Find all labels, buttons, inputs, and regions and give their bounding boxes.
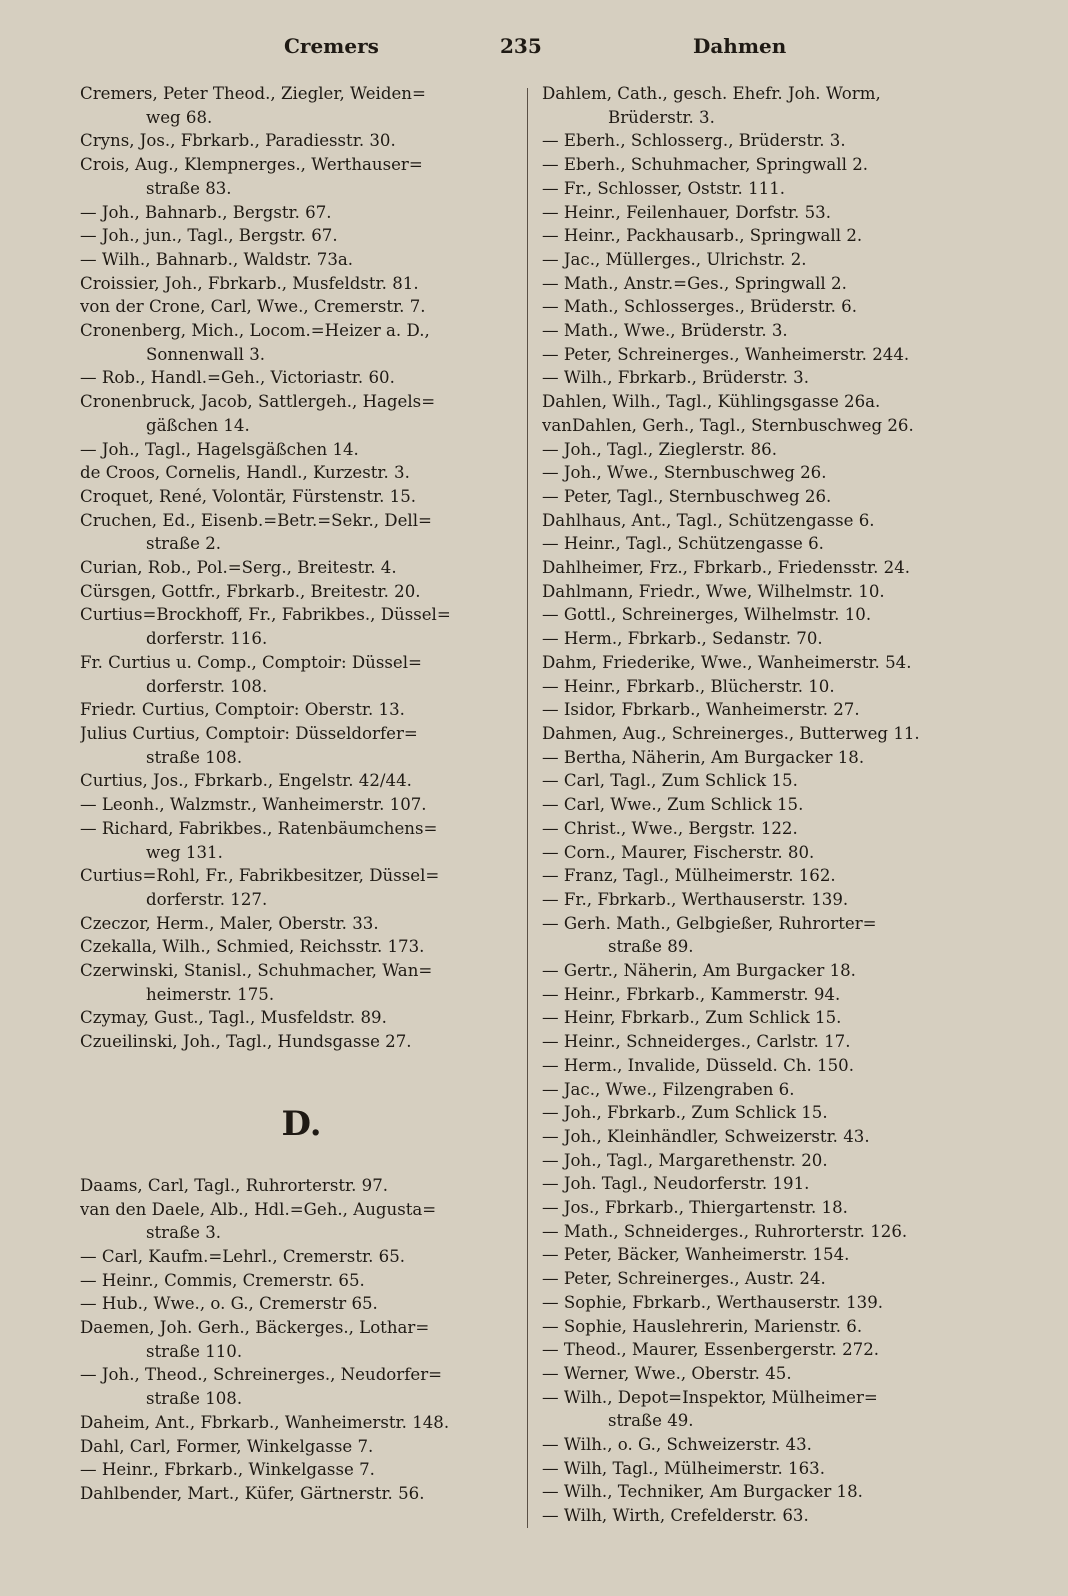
entry-line: Curtius, Jos., Fbrkarb., Engelstr. 42/44. <box>80 771 412 791</box>
entry-continuation: straße 89. <box>608 937 694 957</box>
entry-continuation: straße 3. <box>146 1223 222 1243</box>
directory-entry <box>542 1315 984 1339</box>
entry-line: — Richard, Fabrikbes., Ratenbäumchens= <box>80 818 438 838</box>
entry-continuation: heimerstr. 175. <box>146 984 275 1004</box>
entry-line: de Croos, Cornelis, Handl., Kurzestr. 3. <box>80 463 410 483</box>
directory-entry <box>80 817 523 864</box>
left-entries-d <box>80 1174 523 1506</box>
directory-entry <box>80 1006 523 1030</box>
directory-entry <box>542 1386 984 1433</box>
directory-entry <box>80 319 523 366</box>
entry-line: — Sophie, Hauslehrerin, Marienstr. 6. <box>542 1316 863 1336</box>
directory-entry <box>80 1245 523 1269</box>
entry-continuation: weg 131. <box>146 842 223 862</box>
entry-line: Daams, Carl, Tagl., Ruhrorterstr. 97. <box>80 1175 389 1195</box>
directory-entry <box>542 1433 984 1457</box>
entry-line: Dahlmann, Friedr., Wwe, Wilhelmstr. 10. <box>542 581 885 601</box>
entry-line: vanDahlen, Gerh., Tagl., Sternbuschweg 26. <box>542 415 914 435</box>
directory-entry <box>542 82 984 129</box>
entry-line: von der Crone, Carl, Wwe., Cremerstr. 7. <box>80 297 426 317</box>
directory-entry <box>542 698 984 722</box>
entry-line: Cürsgen, Gottfr., Fbrkarb., Breitestr. 20. <box>80 581 421 601</box>
directory-entry <box>542 769 984 793</box>
running-head-left: Cremers <box>284 34 379 58</box>
directory-entry <box>542 390 984 414</box>
directory-entry <box>80 1482 523 1506</box>
directory-entry <box>80 1458 523 1482</box>
entry-line: — Peter, Schreinerges., Austr. 24. <box>542 1269 826 1289</box>
directory-entry <box>542 864 984 888</box>
entry-line: — Isidor, Fbrkarb., Wanheimerstr. 27. <box>542 700 860 720</box>
entry-line: — Jos., Fbrkarb., Thiergartenstr. 18. <box>542 1198 848 1218</box>
entry-line: — Hub., Wwe., o. G., Cremerstr 65. <box>80 1294 378 1314</box>
left-column <box>80 82 523 1506</box>
directory-entry <box>542 1172 984 1196</box>
running-head-right: Dahmen <box>693 34 787 58</box>
entry-continuation: straße 110. <box>146 1341 243 1361</box>
entry-line: — Herm., Invalide, Düsseld. Ch. 150. <box>542 1055 854 1075</box>
entry-line: — Wilh., Bahnarb., Waldstr. 73a. <box>80 249 354 269</box>
entry-line: — Heinr., Packhausarb., Springwall 2. <box>542 226 863 246</box>
directory-entry <box>80 153 523 200</box>
directory-entry <box>542 603 984 627</box>
entry-line: Croquet, René, Volontär, Fürstenstr. 15. <box>80 486 417 506</box>
entry-line: — Herm., Fbrkarb., Sedanstr. 70. <box>542 629 823 649</box>
directory-entry <box>80 1174 523 1198</box>
directory-entry <box>542 153 984 177</box>
directory-entry <box>542 1149 984 1173</box>
entry-line: — Joh., jun., Tagl., Bergstr. 67. <box>80 226 338 246</box>
directory-entry <box>542 248 984 272</box>
directory-entry <box>80 1435 523 1459</box>
directory-entry <box>80 1363 523 1410</box>
directory-entry <box>542 1220 984 1244</box>
entry-line: — Joh. Tagl., Neudorferstr. 191. <box>542 1174 810 1194</box>
entry-line: Czerwinski, Stanisl., Schuhmacher, Wan= <box>80 961 433 981</box>
entry-line: Dahm, Friederike, Wwe., Wanheimerstr. 54. <box>542 652 912 672</box>
entry-line: Daheim, Ant., Fbrkarb., Wanheimerstr. 148. <box>80 1412 450 1432</box>
directory-entry <box>542 959 984 983</box>
entry-line: Dahlbender, Mart., Küfer, Gärtnerstr. 56. <box>80 1483 425 1503</box>
entry-line: — Wilh., o. G., Schweizerstr. 43. <box>542 1435 812 1455</box>
entry-line: — Leonh., Walzmstr., Wanheimerstr. 107. <box>80 795 427 815</box>
directory-entry <box>542 793 984 817</box>
entry-line: Cremers, Peter Theod., Ziegler, Weiden= <box>80 84 426 103</box>
directory-entry <box>542 319 984 343</box>
entry-line: — Wilh., Fbrkarb., Brüderstr. 3. <box>542 368 810 388</box>
entry-line: Dahlheimer, Frz., Fbrkarb., Friedensstr. 24. <box>542 558 911 578</box>
directory-entry <box>542 1291 984 1315</box>
entry-line: Daemen, Joh. Gerh., Bäckerges., Lothar= <box>80 1318 430 1338</box>
entry-line: — Jac., Müllerges., Ulrichstr. 2. <box>542 249 807 269</box>
directory-entry <box>542 343 984 367</box>
directory-entry <box>542 272 984 296</box>
entry-line: — Heinr, Fbrkarb., Zum Schlick 15. <box>542 1008 842 1028</box>
entry-line: — Joh., Fbrkarb., Zum Schlick 15. <box>542 1103 828 1123</box>
entry-line: — Wilh., Techniker, Am Burgacker 18. <box>542 1482 863 1502</box>
entry-line: Czueilinski, Joh., Tagl., Hundsgasse 27. <box>80 1032 412 1052</box>
entry-line: — Fr., Fbrkarb., Werthauserstr. 139. <box>542 889 849 909</box>
directory-entry <box>542 1054 984 1078</box>
entry-continuation: dorferstr. 127. <box>146 889 268 909</box>
entry-line: — Carl, Kaufm.=Lehrl., Cremerstr. 65. <box>80 1246 406 1266</box>
directory-entry <box>542 509 984 533</box>
entry-continuation: weg 68. <box>146 107 213 127</box>
directory-entry <box>80 295 523 319</box>
directory-entry <box>542 1006 984 1030</box>
directory-entry <box>542 912 984 959</box>
directory-entry <box>542 485 984 509</box>
entry-line: — Heinr., Fbrkarb., Blücherstr. 10. <box>542 676 835 696</box>
entry-line: — Joh., Tagl., Zieglerstr. 86. <box>542 439 778 459</box>
directory-entry <box>542 1504 984 1528</box>
entry-line: — Joh., Theod., Schreinerges., Neudorfer= <box>80 1365 443 1385</box>
entry-line: Dahlem, Cath., gesch. Ehefr. Joh. Worm, <box>542 84 881 103</box>
entry-line: — Franz, Tagl., Mülheimerstr. 162. <box>542 866 836 886</box>
entry-line: — Christ., Wwe., Bergstr. 122. <box>542 818 798 838</box>
directory-entry <box>80 698 523 722</box>
entry-line: — Heinr., Fbrkarb., Kammerstr. 94. <box>542 984 841 1004</box>
directory-entry <box>80 722 523 769</box>
entry-line: Friedr. Curtius, Comptoir: Oberstr. 13. <box>80 700 405 720</box>
entry-line: — Carl, Wwe., Zum Schlick 15. <box>542 795 804 815</box>
directory-entry <box>542 983 984 1007</box>
directory-entry <box>542 888 984 912</box>
directory-entry <box>542 675 984 699</box>
entry-line: — Gottl., Schreinerges, Wilhelmstr. 10. <box>542 605 872 625</box>
directory-entry <box>80 1292 523 1316</box>
right-entries <box>542 82 984 1528</box>
entry-line: Crois, Aug., Klempnerges., Werthauser= <box>80 155 423 175</box>
directory-entry <box>80 129 523 153</box>
entry-line: — Heinr., Commis, Cremerstr. 65. <box>80 1270 365 1290</box>
directory-entry <box>80 82 523 129</box>
directory-entry <box>542 817 984 841</box>
entry-line: — Peter, Bäcker, Wanheimerstr. 154. <box>542 1245 850 1265</box>
directory-entry <box>80 1411 523 1435</box>
entry-line: Czekalla, Wilh., Schmied, Reichsstr. 173. <box>80 937 425 957</box>
directory-entry <box>542 532 984 556</box>
directory-entry <box>542 1196 984 1220</box>
entry-line: — Fr., Schlosser, Oststr. 111. <box>542 178 786 198</box>
entry-line: Dahlhaus, Ant., Tagl., Schützengasse 6. <box>542 510 875 530</box>
entry-line: — Carl, Tagl., Zum Schlick 15. <box>542 771 798 791</box>
directory-entry <box>542 627 984 651</box>
entry-line: Dahl, Carl, Former, Winkelgasse 7. <box>80 1436 374 1456</box>
directory-entry <box>542 366 984 390</box>
left-entries-c <box>80 82 523 1054</box>
entry-line: — Peter, Tagl., Sternbuschweg 26. <box>542 486 832 506</box>
directory-entry <box>80 272 523 296</box>
entry-line: Cruchen, Ed., Eisenb.=Betr.=Sekr., Dell= <box>80 510 432 530</box>
entry-line: — Corn., Maurer, Fischerstr. 80. <box>542 842 815 862</box>
directory-entry <box>542 1078 984 1102</box>
entry-line: — Wilh, Wirth, Crefelderstr. 63. <box>542 1506 809 1526</box>
directory-entry <box>542 1338 984 1362</box>
entry-continuation: straße 108. <box>146 1389 243 1409</box>
directory-entry <box>80 864 523 911</box>
directory-entry <box>80 651 523 698</box>
column-divider <box>527 88 528 1528</box>
entry-continuation: Brüderstr. 3. <box>608 107 715 127</box>
directory-entry <box>542 1480 984 1504</box>
directory-entry <box>80 201 523 225</box>
directory-entry <box>542 438 984 462</box>
entry-line: Cryns, Jos., Fbrkarb., Paradiesstr. 30. <box>80 131 396 151</box>
entry-line: Dahlen, Wilh., Tagl., Kühlingsgasse 26a. <box>542 392 881 412</box>
directory-entry <box>542 461 984 485</box>
directory-entry <box>542 201 984 225</box>
entry-line: — Joh., Bahnarb., Bergstr. 67. <box>80 202 332 222</box>
directory-entry <box>542 651 984 675</box>
entry-line: — Heinr., Fbrkarb., Winkelgasse 7. <box>80 1460 375 1480</box>
entry-line: Czeczor, Herm., Maler, Oberstr. 33. <box>80 913 379 933</box>
directory-entry <box>542 746 984 770</box>
directory-entry <box>80 485 523 509</box>
entry-line: — Joh., Kleinhändler, Schweizerstr. 43. <box>542 1126 870 1146</box>
directory-entry <box>542 1243 984 1267</box>
entry-line: — Wilh, Tagl., Mülheimerstr. 163. <box>542 1458 825 1478</box>
entry-line: — Peter, Schreinerges., Wanheimerstr. 244. <box>542 344 910 364</box>
entry-line: — Jac., Wwe., Filzengraben 6. <box>542 1079 795 1099</box>
directory-entry <box>80 959 523 1006</box>
directory-entry <box>542 129 984 153</box>
directory-entry <box>80 1316 523 1363</box>
entry-continuation: straße 108. <box>146 747 243 767</box>
entry-continuation: dorferstr. 108. <box>146 676 268 696</box>
entry-line: — Eberh., Schlosserg., Brüderstr. 3. <box>542 131 846 151</box>
entry-line: Croissier, Joh., Fbrkarb., Musfeldstr. 81. <box>80 273 419 293</box>
entry-continuation: dorferstr. 116. <box>146 629 268 649</box>
entry-line: Julius Curtius, Comptoir: Düsseldorfer= <box>80 723 418 743</box>
directory-entry <box>542 295 984 319</box>
entry-line: Curtius=Rohl, Fr., Fabrikbesitzer, Düssel= <box>80 866 440 886</box>
entry-line: — Math., Schneiderges., Ruhrorterstr. 126. <box>542 1221 908 1241</box>
entry-line: — Wilh., Depot=Inspektor, Mülheimer= <box>542 1387 878 1407</box>
directory-entry <box>542 841 984 865</box>
entry-line: — Math., Wwe., Brüderstr. 3. <box>542 321 788 341</box>
right-column <box>542 82 984 1528</box>
entry-line: Fr. Curtius u. Comp., Comptoir: Düssel= <box>80 652 422 672</box>
entry-line: — Math., Anstr.=Ges., Springwall 2. <box>542 273 847 293</box>
section-letter-d: D. <box>281 1103 322 1144</box>
entry-line: — Math., Schlosserges., Brüderstr. 6. <box>542 297 858 317</box>
directory-entry <box>80 224 523 248</box>
entry-line: Czymay, Gust., Tagl., Musfeldstr. 89. <box>80 1008 387 1028</box>
entry-line: Dahmen, Aug., Schreinerges., Butterweg 11. <box>542 723 920 743</box>
entry-line: — Gertr., Näherin, Am Burgacker 18. <box>542 961 856 981</box>
directory-entry <box>80 509 523 556</box>
directory-entry <box>80 580 523 604</box>
directory-entry <box>80 556 523 580</box>
directory-entry <box>80 1030 523 1054</box>
directory-entry <box>80 1269 523 1293</box>
directory-entry <box>542 1267 984 1291</box>
directory-entry <box>80 935 523 959</box>
directory-entry <box>542 1030 984 1054</box>
entry-line: — Theod., Maurer, Essenbergerstr. 272. <box>542 1340 880 1360</box>
directory-entry <box>542 224 984 248</box>
directory-entry <box>542 556 984 580</box>
entry-line: — Joh., Tagl., Hagelsgäßchen 14. <box>80 439 359 459</box>
entry-continuation: straße 2. <box>146 534 222 554</box>
directory-entry <box>542 1125 984 1149</box>
directory-entry <box>542 414 984 438</box>
entry-continuation: straße 83. <box>146 178 232 198</box>
directory-entry <box>80 366 523 390</box>
directory-entry <box>542 1457 984 1481</box>
directory-entry <box>80 461 523 485</box>
entry-line: van den Daele, Alb., Hdl.=Geh., Augusta= <box>80 1199 437 1219</box>
directory-entry <box>542 722 984 746</box>
entry-line: Cronenbruck, Jacob, Sattlergeh., Hagels= <box>80 392 436 412</box>
entry-line: — Joh., Tagl., Margarethenstr. 20. <box>542 1150 828 1170</box>
directory-entry <box>80 793 523 817</box>
entry-line: — Sophie, Fbrkarb., Werthauserstr. 139. <box>542 1292 884 1312</box>
directory-entry <box>80 912 523 936</box>
entry-line: Cronenberg, Mich., Locom.=Heizer a. D., <box>80 321 430 341</box>
entry-line: — Heinr., Tagl., Schützengasse 6. <box>542 534 824 554</box>
entry-line: — Heinr., Feilenhauer, Dorfstr. 53. <box>542 202 831 222</box>
entry-line: — Werner, Wwe., Oberstr. 45. <box>542 1363 792 1383</box>
entry-line: — Heinr., Schneiderges., Carlstr. 17. <box>542 1032 851 1052</box>
entry-line: — Bertha, Näherin, Am Burgacker 18. <box>542 747 865 767</box>
entry-line: — Joh., Wwe., Sternbuschweg 26. <box>542 463 827 483</box>
directory-entry <box>80 438 523 462</box>
entry-line: — Rob., Handl.=Geh., Victoriastr. 60. <box>80 368 395 388</box>
directory-entry <box>80 390 523 437</box>
entry-continuation: gäßchen 14. <box>146 415 250 435</box>
directory-entry <box>542 1101 984 1125</box>
directory-entry <box>542 580 984 604</box>
directory-entry <box>542 177 984 201</box>
entry-continuation: straße 49. <box>608 1411 694 1431</box>
entry-line: — Gerh. Math., Gelbgießer, Ruhrorter= <box>542 913 877 933</box>
entry-continuation: Sonnenwall 3. <box>146 344 266 364</box>
page-number: 235 <box>500 34 542 58</box>
directory-entry <box>80 1198 523 1245</box>
directory-entry <box>80 248 523 272</box>
entry-line: — Eberh., Schuhmacher, Springwall 2. <box>542 155 869 175</box>
directory-entry <box>80 769 523 793</box>
entry-line: Curtius=Brockhoff, Fr., Fabrikbes., Düssel= <box>80 605 451 625</box>
directory-entry <box>542 1362 984 1386</box>
directory-entry <box>80 603 523 650</box>
entry-line: Curian, Rob., Pol.=Serg., Breitestr. 4. <box>80 558 397 578</box>
